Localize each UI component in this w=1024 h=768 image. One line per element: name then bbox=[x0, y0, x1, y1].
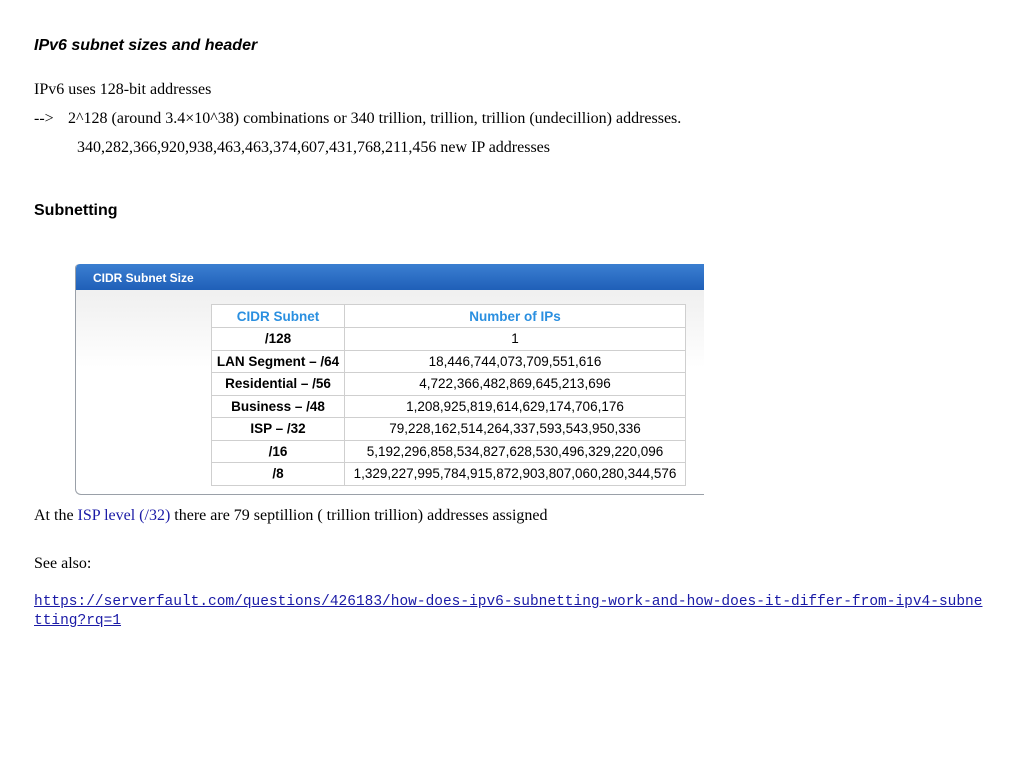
cidr-cell: /128 bbox=[212, 328, 345, 351]
ip-count-cell: 1,208,925,819,614,629,174,706,176 bbox=[345, 395, 686, 418]
isp-note-prefix: At the bbox=[34, 507, 78, 524]
table-row bbox=[212, 328, 686, 351]
ip-count-cell: 4,722,366,482,869,645,213,696 bbox=[345, 373, 686, 396]
ip-count-cell: 79,228,162,514,264,337,593,543,950,336 bbox=[345, 418, 686, 441]
intro-line-2 bbox=[34, 109, 681, 129]
ip-count-cell: 18,446,744,073,709,551,616 bbox=[345, 350, 686, 373]
table-row bbox=[212, 395, 686, 418]
table-row bbox=[212, 463, 686, 486]
page-title: IPv6 subnet sizes and header bbox=[34, 37, 258, 54]
see-also-label: See also: bbox=[34, 555, 92, 572]
panel-header: CIDR Subnet Size bbox=[76, 264, 704, 290]
cidr-cell: Residential – /56 bbox=[212, 373, 345, 396]
intro-line-1: IPv6 uses 128-bit addresses bbox=[34, 81, 212, 98]
column-header-number-of-ips: Number of IPs bbox=[345, 305, 686, 328]
serverfault-link[interactable]: https://serverfault.com/questions/426183/how-does-ipv6-subnetting-work-and-how-does-it-differ-from-ipv4-subnetting?rq=1 bbox=[34, 594, 983, 629]
table-row bbox=[212, 373, 686, 396]
cidr-subnet-size-panel bbox=[75, 264, 704, 495]
cidr-cell: /16 bbox=[212, 440, 345, 463]
cidr-cell: Business – /48 bbox=[212, 395, 345, 418]
intro-line-2-text: 2^128 (around 3.4×10^38) combinations or 340 trillion, trillion, trillion (undecillion) addresses. bbox=[68, 110, 682, 127]
isp-level-link[interactable]: ISP level (/32) bbox=[77, 507, 171, 524]
section-heading-subnetting: Subnetting bbox=[34, 202, 118, 219]
cidr-cell: ISP – /32 bbox=[212, 418, 345, 441]
cidr-cell: /8 bbox=[212, 463, 345, 486]
table-row bbox=[212, 350, 686, 373]
table-row bbox=[212, 440, 686, 463]
intro-line-3: 340,282,366,920,938,463,463,374,607,431,768,211,456 new IP addresses bbox=[77, 139, 551, 156]
table-header-row bbox=[212, 305, 686, 328]
isp-note-suffix: there are 79 septillion ( trillion trillion) addresses assigned bbox=[170, 507, 548, 524]
arrow-text: --> bbox=[34, 110, 54, 127]
cidr-table bbox=[211, 304, 686, 486]
ip-count-cell: 1,329,227,995,784,915,872,903,807,060,280,344,576 bbox=[345, 463, 686, 486]
column-header-cidr-subnet: CIDR Subnet bbox=[212, 305, 345, 328]
isp-note bbox=[34, 506, 548, 526]
ip-count-cell: 1 bbox=[345, 328, 686, 351]
table-row bbox=[212, 418, 686, 441]
ip-count-cell: 5,192,296,858,534,827,628,530,496,329,220,096 bbox=[345, 440, 686, 463]
cidr-cell: LAN Segment – /64 bbox=[212, 350, 345, 373]
